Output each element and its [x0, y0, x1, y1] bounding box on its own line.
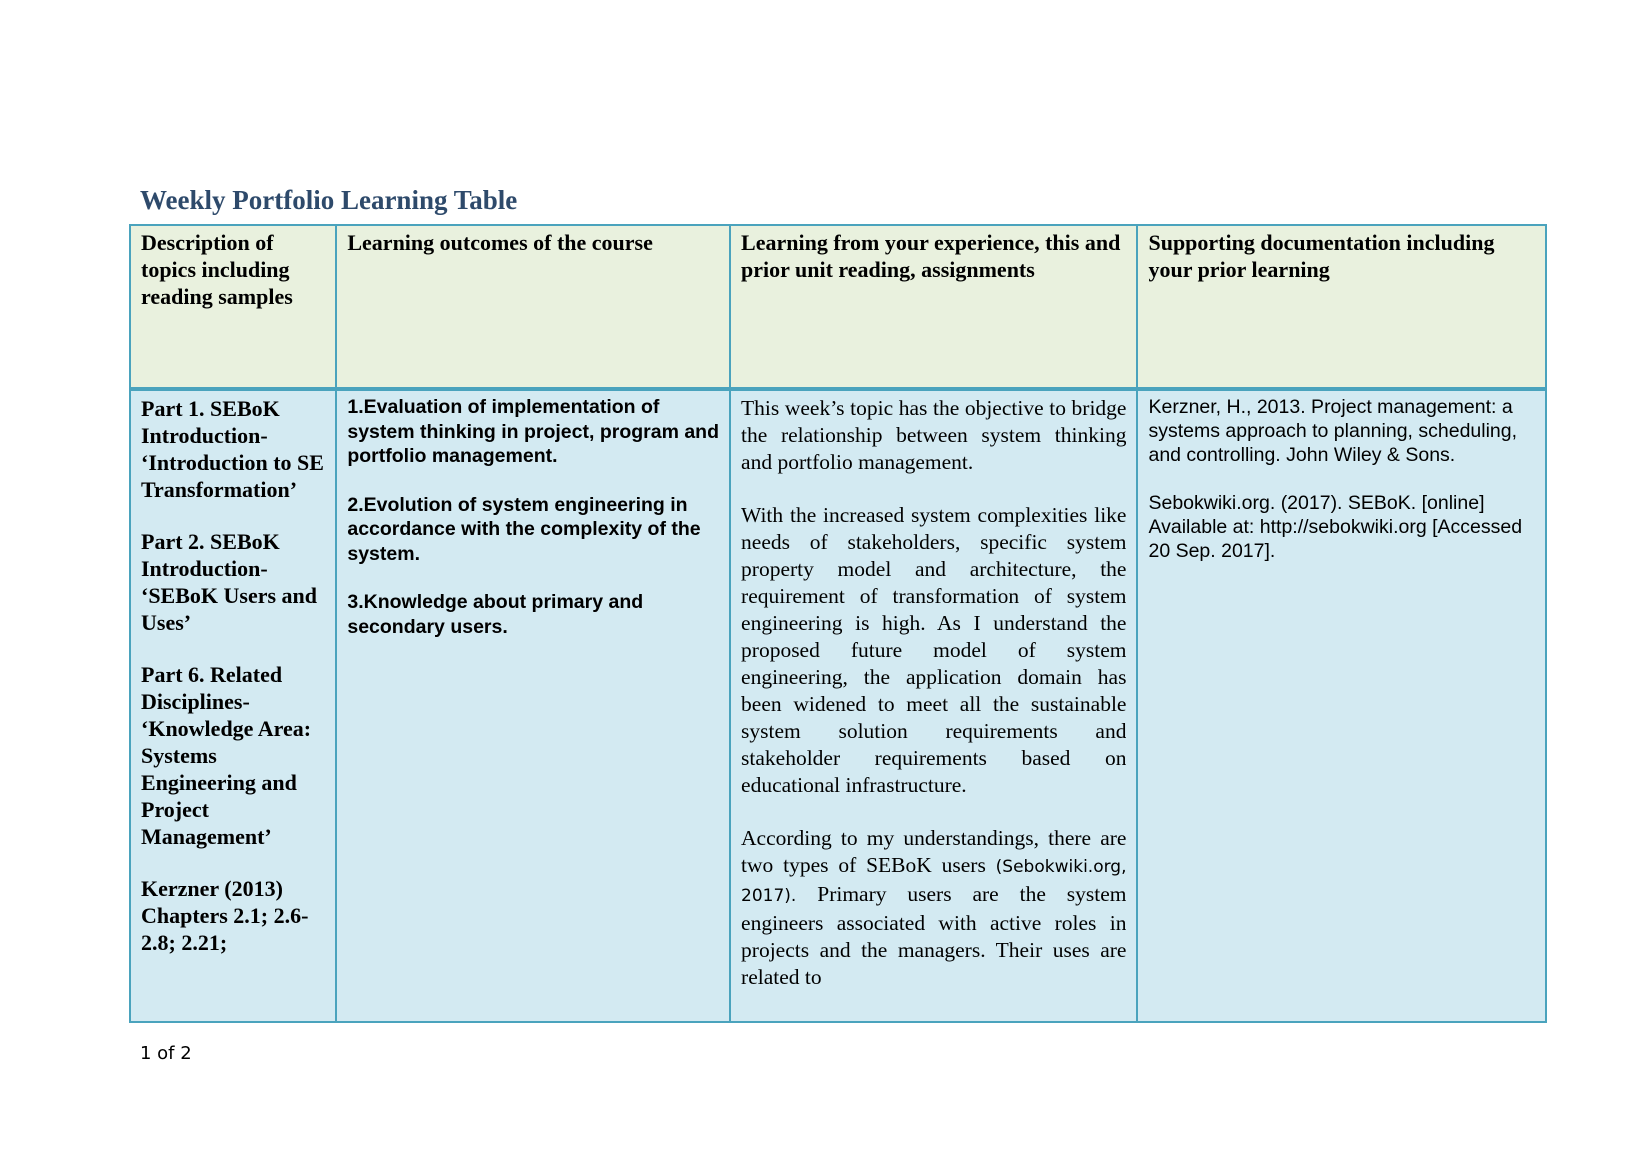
experience-paragraph: This week’s topic has the objective to bridge the relationship between system thinking and portfolio management.	[741, 396, 1127, 474]
experience-cell	[730, 389, 1137, 1022]
header-experience: Learning from your experience, this and prior unit reading, assignments	[730, 225, 1137, 389]
page-number: 1 of 2	[140, 1043, 192, 1064]
reference-item: Sebokwiki.org. (2017). SEBoK. [online] Available at: http://sebokwiki.org [Accessed 20 Sep. 2017].	[1148, 492, 1523, 562]
reference-item: Kerzner, H., 2013. Project management: a systems approach to planning, scheduling, and controlling. John Wiley & Sons.	[1148, 396, 1518, 466]
document-title: Weekly Portfolio Learning Table	[140, 185, 518, 215]
experience-text	[741, 395, 1126, 1017]
topic-item: Part 1. SEBoK Introduction- ‘Introduction to SE Transformation’	[141, 396, 324, 502]
topic-item: Kerzner (2013) Chapters 2.1; 2.6-2.8; 2.21;	[141, 876, 309, 955]
portfolio-table	[129, 224, 1547, 1023]
header-topics: Description of topics including reading samples	[130, 225, 336, 389]
outcome-item: 3.Knowledge about primary and secondary users.	[347, 591, 644, 638]
support-cell	[1137, 389, 1546, 1022]
experience-paragraph	[741, 825, 1126, 991]
experience-citation: (Sebokwiki.org, 2017).	[741, 857, 1127, 906]
topic-item: Part 2. SEBoK Introduction- ‘SEBoK Users and Uses’	[141, 529, 318, 635]
header-support: Supporting documentation including your prior learning	[1137, 225, 1546, 389]
outcome-item: 1.Evaluation of implementation of system thinking in project, program and portfolio management.	[347, 396, 720, 467]
topics-cell	[130, 389, 336, 1022]
topic-item: Part 6. Related Disciplines- ‘Knowledge Area: Systems Engineering and Project Management’	[141, 662, 312, 849]
outcome-item: 2.Evolution of system engineering in accordance with the complexity of the system.	[347, 493, 701, 565]
header-outcomes: Learning outcomes of the course	[336, 225, 730, 389]
table-header-row	[130, 225, 1546, 389]
experience-text-start: According to my understandings, there are two types of SEBoK users	[741, 826, 1127, 877]
table-row	[130, 389, 1546, 1022]
experience-paragraph: With the increased system complexities like needs of stakeholders, specific system property model and architecture, the requirement of transformation of system engineering is high. As I understand the proposed future model of system engineering, the application domain has been widened to meet all the sustainable system solution requirements and stakeholder requirements based on educational infrastructure.	[741, 503, 1127, 797]
experience-text-end: Primary users are the system engineers associated with active roles in projects and the managers. Their uses are related to	[741, 882, 1127, 989]
outcomes-cell	[336, 389, 730, 1022]
